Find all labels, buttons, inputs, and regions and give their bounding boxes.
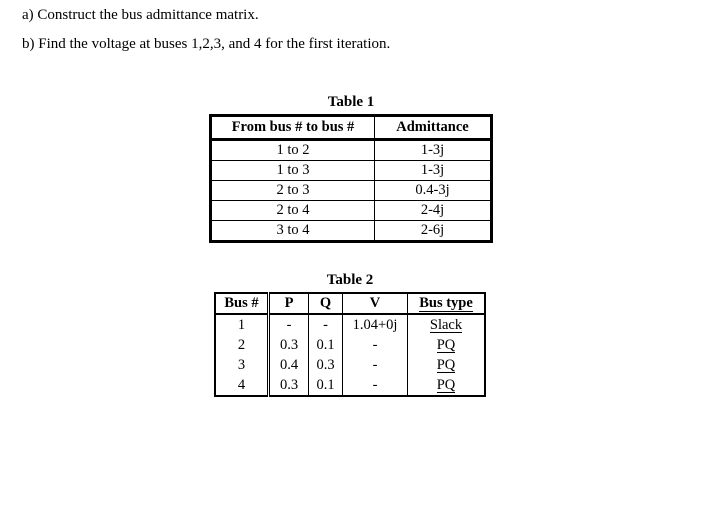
admittance-cell: 2-6j	[375, 221, 492, 242]
v-cell: -	[343, 355, 408, 375]
question-b: b) Find the voltage at buses 1,2,3, and 4 for the first iteration.	[22, 36, 391, 52]
table-row	[211, 140, 492, 161]
p-cell: 0.4	[269, 355, 309, 375]
v-cell: 1.04+0j	[343, 314, 408, 335]
column-header-bus-type-label: Bus type	[419, 294, 473, 311]
q-cell: 0.3	[309, 355, 343, 375]
branch-cell: 3 to 4	[211, 221, 375, 242]
branch-cell: 2 to 4	[211, 201, 375, 221]
column-header-from-to: From bus # to bus #	[211, 116, 375, 140]
table-row	[215, 355, 485, 375]
q-cell: 0.1	[309, 335, 343, 355]
bus-number-cell: 4	[215, 375, 269, 396]
table-row	[215, 335, 485, 355]
column-header-p: P	[269, 293, 309, 314]
table-row	[211, 201, 492, 221]
admittance-cell: 1-3j	[375, 140, 492, 161]
v-cell: -	[343, 335, 408, 355]
bus-number-cell: 1	[215, 314, 269, 335]
p-cell: 0.3	[269, 335, 309, 355]
bus-type-label: PQ	[436, 336, 456, 353]
admittance-table	[209, 114, 493, 243]
table-row	[211, 181, 492, 201]
p-cell: 0.3	[269, 375, 309, 396]
v-cell: -	[343, 375, 408, 396]
bus-type-label: PQ	[436, 356, 456, 373]
column-header-q: Q	[309, 293, 343, 314]
admittance-cell: 0.4-3j	[375, 181, 492, 201]
bus-number-cell: 3	[215, 355, 269, 375]
bus-type-cell	[408, 375, 486, 396]
bus-type-cell	[408, 355, 486, 375]
bus-number-cell: 2	[215, 335, 269, 355]
admittance-cell: 1-3j	[375, 161, 492, 181]
table-row	[215, 314, 485, 335]
branch-cell: 1 to 2	[211, 140, 375, 161]
question-a: a) Construct the bus admittance matrix.	[22, 7, 259, 23]
bus-type-label: Slack	[429, 316, 463, 333]
table-row	[211, 221, 492, 242]
admittance-cell: 2-4j	[375, 201, 492, 221]
bus-type-cell	[408, 335, 486, 355]
column-header-v: V	[343, 293, 408, 314]
p-cell: -	[269, 314, 309, 335]
table1-caption: Table 1	[327, 94, 375, 110]
table-header-row	[215, 293, 485, 314]
bus-type-cell	[408, 314, 486, 335]
column-header-admittance: Admittance	[375, 116, 492, 140]
branch-cell: 1 to 3	[211, 161, 375, 181]
q-cell: 0.1	[309, 375, 343, 396]
bus-type-label: PQ	[436, 376, 456, 393]
q-cell: -	[309, 314, 343, 335]
column-header-bus: Bus #	[215, 293, 269, 314]
bus-data-table	[214, 292, 486, 397]
branch-cell: 2 to 3	[211, 181, 375, 201]
table-row	[215, 375, 485, 396]
table-row	[211, 161, 492, 181]
column-header-bus-type	[408, 293, 486, 314]
table2-caption: Table 2	[326, 272, 374, 288]
table-header-row	[211, 116, 492, 140]
